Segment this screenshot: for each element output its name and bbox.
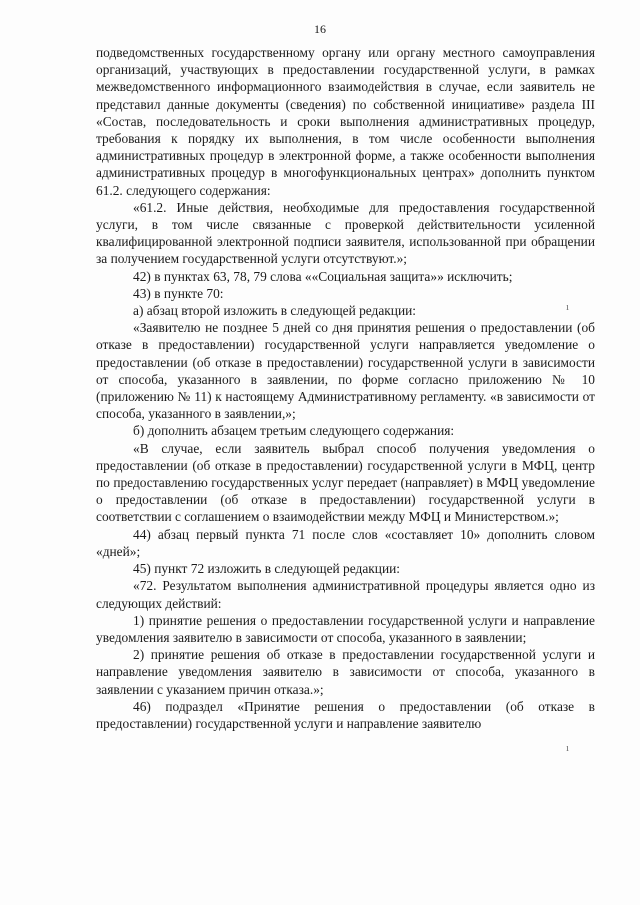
paragraph: а) абзац второй изложить в следующей редакции: [133, 303, 417, 319]
paragraph: 46) подраздел «Принятие решения о предоставлении (об отказе в предоставлении) государственной услуги и направление заявителю [96, 698, 595, 731]
margin-mark: ı [566, 742, 570, 754]
paragraph: 1) принятие решения о предоставлении государственной услуги и направление уведомления заявителю в зависимости от способа, указанного в заявлении; [96, 612, 595, 645]
page-number: 16 [314, 22, 326, 36]
paragraph: «В случае, если заявитель выбрал способ получения уведомления о предоставлении (об отказе в предоставлении) государственной услуги в МФЦ, центр по предоставлению государственных услуг передает (направляет) в МФЦ уведомление о предоставлении (об отказе в предоставлении) государственной услуги в соответствии с соглашением о взаимодействии между МФЦ и Министерством.»; [96, 440, 595, 525]
paragraph: 42) в пунктах 63, 78, 79 слова ««Социальная защита»» исключить; [133, 268, 513, 284]
paragraph: «61.2. Иные действия, необходимые для предоставления государственной услуги, в том числе связанные с проверкой действительности усиленной квалифицированной электронной подписи заявителя, использованной при обращении за получением государственной услуги отсутствуют.»; [96, 199, 595, 267]
paragraph: «Заявителю не позднее 5 дней со дня принятия решения о предоставлении (об отказе в предоставлении) государственной услуги направляется уведомление о предоставлении (об отказе в предоставлении) государственной услуги в зависимости от способа, указанного в заявлении, по форме согласно приложению № 10 (приложению № 11) к настоящему Административному регламенту. «в зависимости от способа, указанного в заявлении,»; [96, 320, 595, 422]
document-body [96, 44, 595, 732]
paragraph: 2) принятие решения об отказе в предоставлении государственной услуги и направление уведомления заявителю в зависимости от способа, указанного в заявлении с указанием причин отказа.»; [96, 647, 595, 697]
paragraph: подведомственных государственному органу или органу местного самоуправления организаций, участвующих в предоставлении государственной услуги, в рамках межведомственного информационного взаимодействия в случае, если заявитель не представил данные документы (сведения) по собственной инициативе» раздела III «Состав, последовательность и сроки выполнения административных процедур, требования к порядку их выполнения, в том числе особенности выполнения административных процедур в электронной форме, а также особенности выполнения административных процедур в многофункциональных центрах» дополнить пунктом 61.2. следующего содержания: [96, 45, 595, 198]
paragraph: б) дополнить абзацем третьим следующего содержания: [133, 423, 455, 439]
paragraph: 44) абзац первый пункта 71 после слов «составляет 10» дополнить словом «дней»; [96, 526, 595, 559]
paragraph: «72. Результатом выполнения административной процедуры является одно из следующих действий: [96, 578, 595, 611]
paragraph: 45) пункт 72 изложить в следующей редакции: [133, 561, 401, 577]
margin-mark: ı [566, 301, 570, 313]
paragraph: 43) в пункте 70: [133, 285, 224, 301]
